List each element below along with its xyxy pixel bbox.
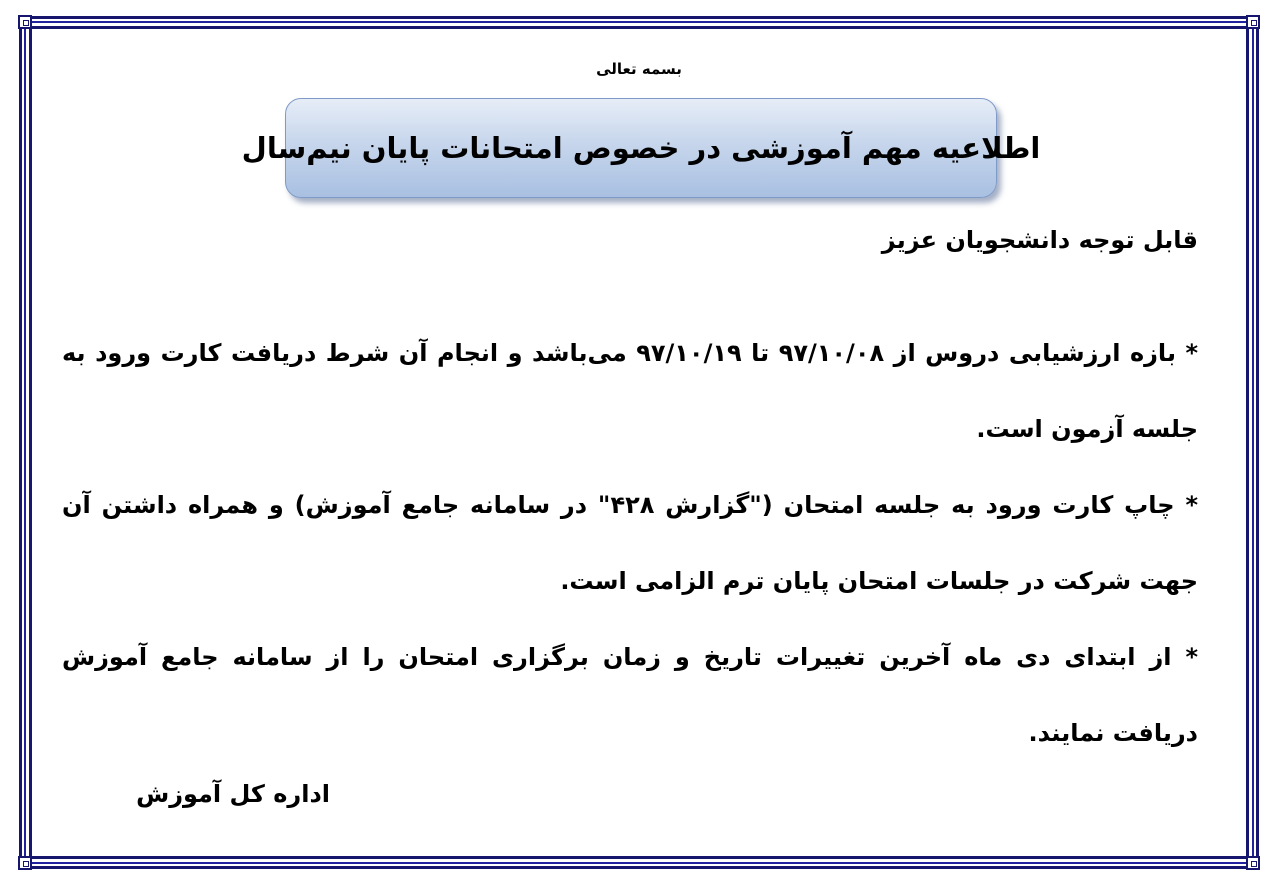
notice-item-entry-card: * چاپ کارت ورود به جلسه امتحان ("گزارش ۴۲۸" در سامانه جامع آموزش) و همراه داشتن آن جهت شرکت در جلسات امتحان پایان ترم الزامی است.: [62, 491, 1198, 595]
notice-item-schedule-changes: * از ابتدای دی ماه آخرین تغییرات تاریخ و زمان برگزاری امتحان را از سامانه جامع آموزش دریافت نمایند.: [62, 643, 1198, 747]
notice-body: [62, 215, 1198, 771]
signature-office: اداره کل آموزش: [136, 780, 330, 808]
corner-ornament-bottom-right: [1246, 856, 1260, 870]
salutation: قابل توجه دانشجویان عزیز: [881, 226, 1198, 254]
title-banner: [241, 98, 1041, 198]
corner-ornament-top-right: [1246, 15, 1260, 29]
corner-ornament-bottom-left: [18, 856, 32, 870]
notice-item-evaluation: * بازه ارزشیابی دروس از ۹۷/۱۰/۰۸ تا ۹۷/۱۰/۱۹ می‌باشد و انجام آن شرط دریافت کارت ورود به جلسه آزمون است.: [62, 339, 1199, 443]
basmala-heading: بسمه تعالی: [596, 60, 682, 78]
corner-ornament-top-left: [18, 15, 32, 29]
notice-title: اطلاعیه مهم آموزشی در خصوص امتحانات پایان نیم‌سال: [241, 131, 1041, 165]
